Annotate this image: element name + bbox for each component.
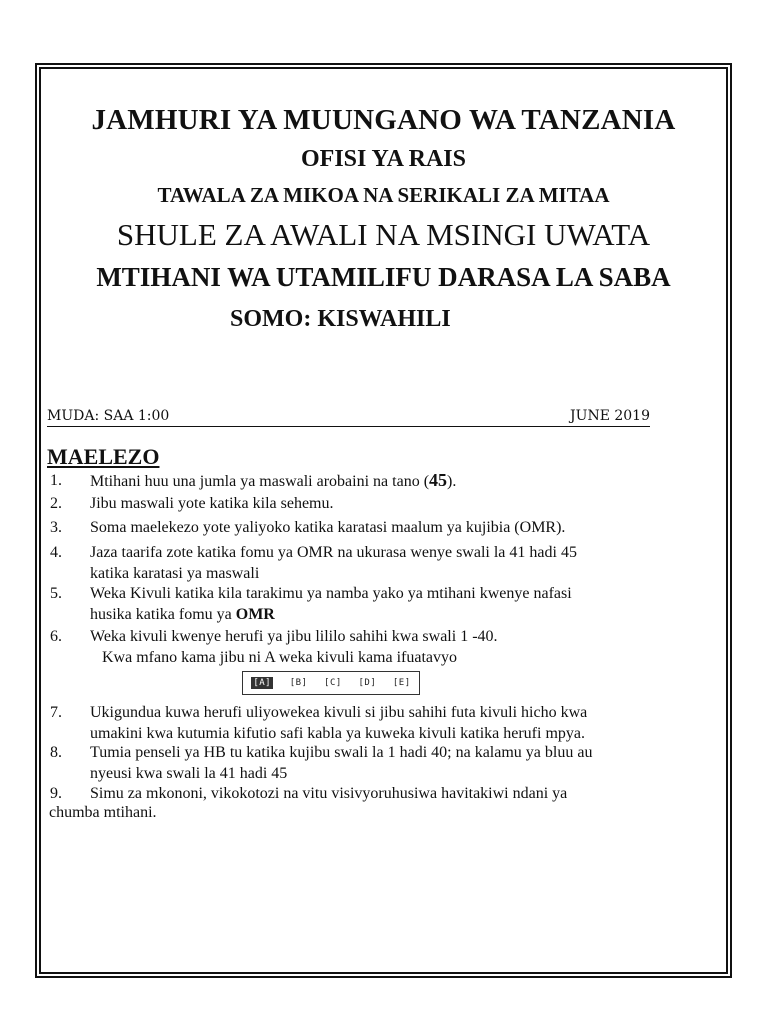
omr-option-a: [A] (253, 678, 272, 688)
item-number: 2. (50, 495, 62, 512)
header-country: JAMHURI YA MUUNGANO WA TANZANIA (91, 104, 676, 136)
item-text (90, 517, 710, 538)
omr-example-box (242, 671, 420, 695)
instructions-title: MAELEZO (47, 444, 160, 469)
item-text (90, 702, 710, 744)
question-count: 45 (429, 470, 448, 490)
item-text-part: Mtihani huu una jumla ya maswali arobaini na tano ( (90, 473, 430, 490)
item-line: Weka Kivuli katika kila tarakimu ya namba yako ya mtihani kwenye nafasi (90, 585, 572, 602)
item-line: Jaza taarifa zote katika fomu ya OMR na ukurasa wenye swali la 41 hadi 45 (90, 544, 577, 561)
item-line: umakini kwa kutumia kifutio safi kabla ya kuweka kivuli katika herufi mpya. (90, 725, 585, 742)
item-text (90, 493, 710, 514)
item-number: 6. (50, 628, 62, 645)
item-text (90, 742, 710, 784)
item-number: 8. (50, 744, 62, 761)
item-number: 3. (50, 519, 62, 536)
omr-term: OMR (235, 606, 275, 623)
time-date-row (47, 408, 650, 427)
item-number: 9. (50, 785, 62, 802)
item-line: Jibu maswali yote katika kila sehemu. (90, 495, 334, 512)
omr-option-b: [B] (289, 678, 308, 688)
item-text (90, 542, 710, 584)
header-schools: SHULE ZA AWALI NA MSINGI UWATA (116, 217, 651, 252)
item-number: 4. (50, 544, 62, 561)
item-text (90, 626, 710, 668)
item-text (90, 583, 710, 625)
item-line: Ukigundua kuwa herufi uliyowekea kivuli si jibu sahihi futa kivuli hicho kwa (90, 704, 588, 721)
item-line: katika karatasi ya maswali (90, 565, 260, 582)
item-line: Kwa mfano kama jibu ni A weka kivuli kama ifuatavyo (102, 649, 458, 666)
header-exam: MTIHANI WA UTAMILIFU DARASA LA SABA (96, 262, 671, 292)
header-authority: TAWALA ZA MIKOA NA SERIKALI ZA MITAA (157, 183, 610, 207)
item-line: nyeusi kwa swali la 41 hadi 45 (90, 765, 288, 782)
item-line: Soma maelekezo yote yaliyoko katika karatasi maalum ya kujibia (OMR). (90, 519, 566, 536)
item-line: Tumia penseli ya HB tu katika kujibu swali la 1 hadi 40; na kalamu ya bluu au (90, 744, 593, 761)
exam-date: JUNE 2019 (570, 408, 650, 424)
header-subject: SOMO: KISWAHILI (230, 306, 451, 332)
omr-option-e: [E] (392, 678, 411, 688)
exam-duration: MUDA: SAA 1:00 (47, 408, 170, 424)
item-number: 7. (50, 704, 62, 721)
item-line: Weka kivuli kwenye herufi ya jibu lililo sahihi kwa swali 1 -40. (90, 628, 498, 645)
item-text-part: ). (447, 473, 457, 490)
header-office: OFISI YA RAIS (301, 146, 466, 172)
item-9-continuation: chumba mtihani. (49, 804, 157, 821)
item-number: 5. (50, 585, 62, 602)
item-text (90, 783, 710, 804)
item-text (90, 470, 710, 492)
item-text-part: husika katika fomu ya (90, 606, 236, 623)
item-number: 1. (50, 472, 62, 489)
omr-option-d: [D] (358, 678, 377, 688)
item-line: Simu za mkononi, vikokotozi na vitu visivyoruhusiwa havitakiwi ndani ya (90, 785, 568, 802)
omr-option-c: [C] (324, 678, 342, 688)
